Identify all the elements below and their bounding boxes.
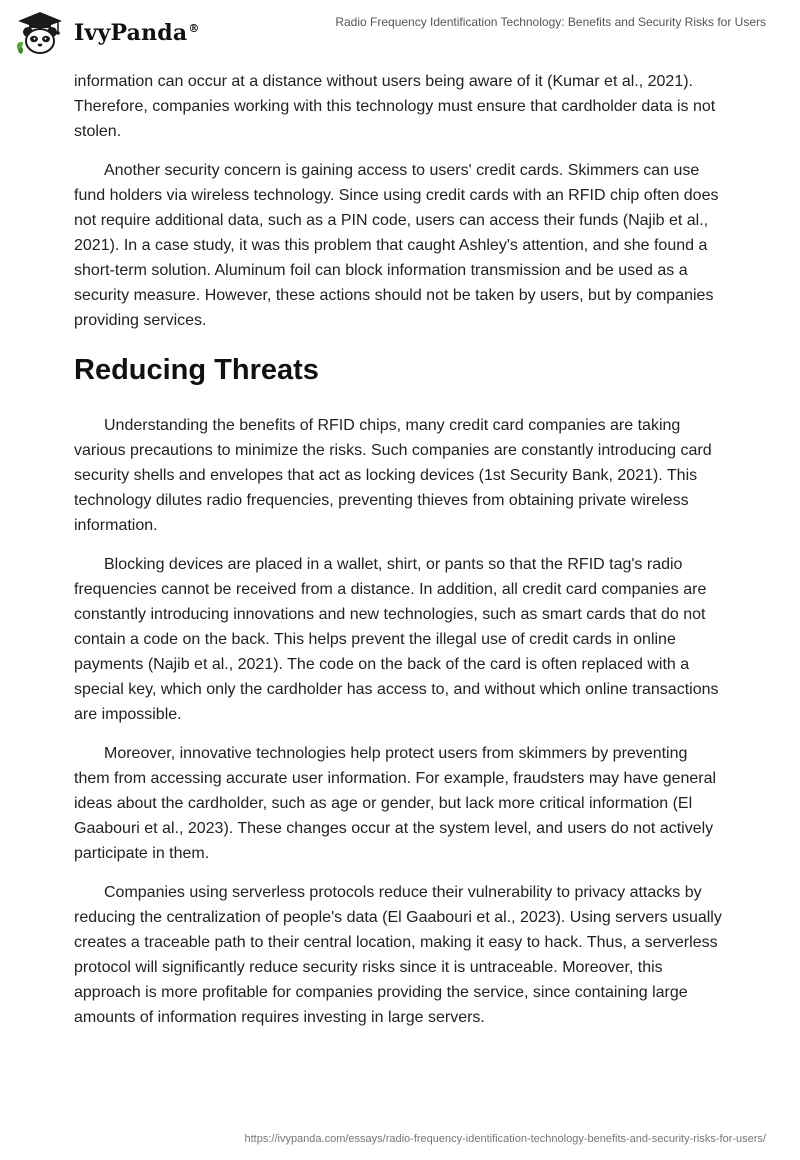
paragraph: Companies using serverless protocols reduce their vulnerability to privacy attacks by reducing the centralization of people's data (El Gaabouri et al., 2023). Using servers usually creates a traceable path to their central location, making it easy to hack. Thus, a serverless protocol will significantly reduce security risks since it is untraceable. Moreover, this approach is more profitable for companies providing the service, since containing large amounts of information requires investing in large servers. [74, 884, 722, 1026]
section-heading: Reducing Threats [74, 354, 319, 386]
paragraph: Blocking devices are placed in a wallet, shirt, or pants so that the RFID tag's radio frequencies cannot be received from a distance. In addition, all credit card companies are constantly introducing innovations and new technologies, such as smart cards that do not contain a code on the back. This helps prevent the illegal use of credit cards in online payments (Najib et al., 2021). The code on the back of the card is often replaced with a special key, which only the cardholder has access to, and without which online transactions are impossible. [74, 556, 719, 723]
logo-name: IvyPanda [74, 20, 188, 46]
registered-mark: ® [188, 21, 200, 35]
panda-graduation-cap-icon [14, 10, 66, 56]
paragraph: information can occur at a distance without users being aware of it (Kumar et al., 2021). Therefore, companies working with this technology must ensure that cardholder data is not stolen. [74, 73, 716, 140]
paragraph: Another security concern is gaining access to users' credit cards. Skimmers can use fund holders via wireless technology. Since using credit cards with an RFID chip often does not require additional data, such as a PIN code, users can access their funds (Najib et al., 2021). In a case study, it was this problem that caught Ashley's attention, and she found a short-term solution. Aluminum foil can block information transmission and be used as a security measure. However, these actions should not be taken by users, but by companies providing services. [74, 162, 719, 329]
page-header [0, 0, 800, 64]
ivypanda-logo[interactable] [14, 10, 200, 56]
document-title: Radio Frequency Identification Technology: Benefits and Security Risks for Users [335, 15, 766, 29]
paragraph: Understanding the benefits of RFID chips, many credit card companies are taking various precautions to minimize the risks. Such companies are constantly introducing card security shells and envelopes that act as locking devices (1st Security Bank, 2021). This technology dilutes radio frequencies, preventing thieves from obtaining private wireless information. [74, 417, 712, 534]
logo-wordmark [74, 20, 200, 46]
essay-content [74, 69, 726, 1044]
paragraph: Moreover, innovative technologies help protect users from skimmers by preventing them from accessing accurate user information. For example, fraudsters may have general ideas about the cardholder, such as age or gender, but lack more critical information (El Gaabouri et al., 2023). These changes occur at the system level, and users do not actively participate in them. [74, 745, 717, 862]
source-url[interactable]: https://ivypanda.com/essays/radio-frequency-identification-technology-benefits-and-security-risks-for-users/ [244, 1133, 766, 1145]
